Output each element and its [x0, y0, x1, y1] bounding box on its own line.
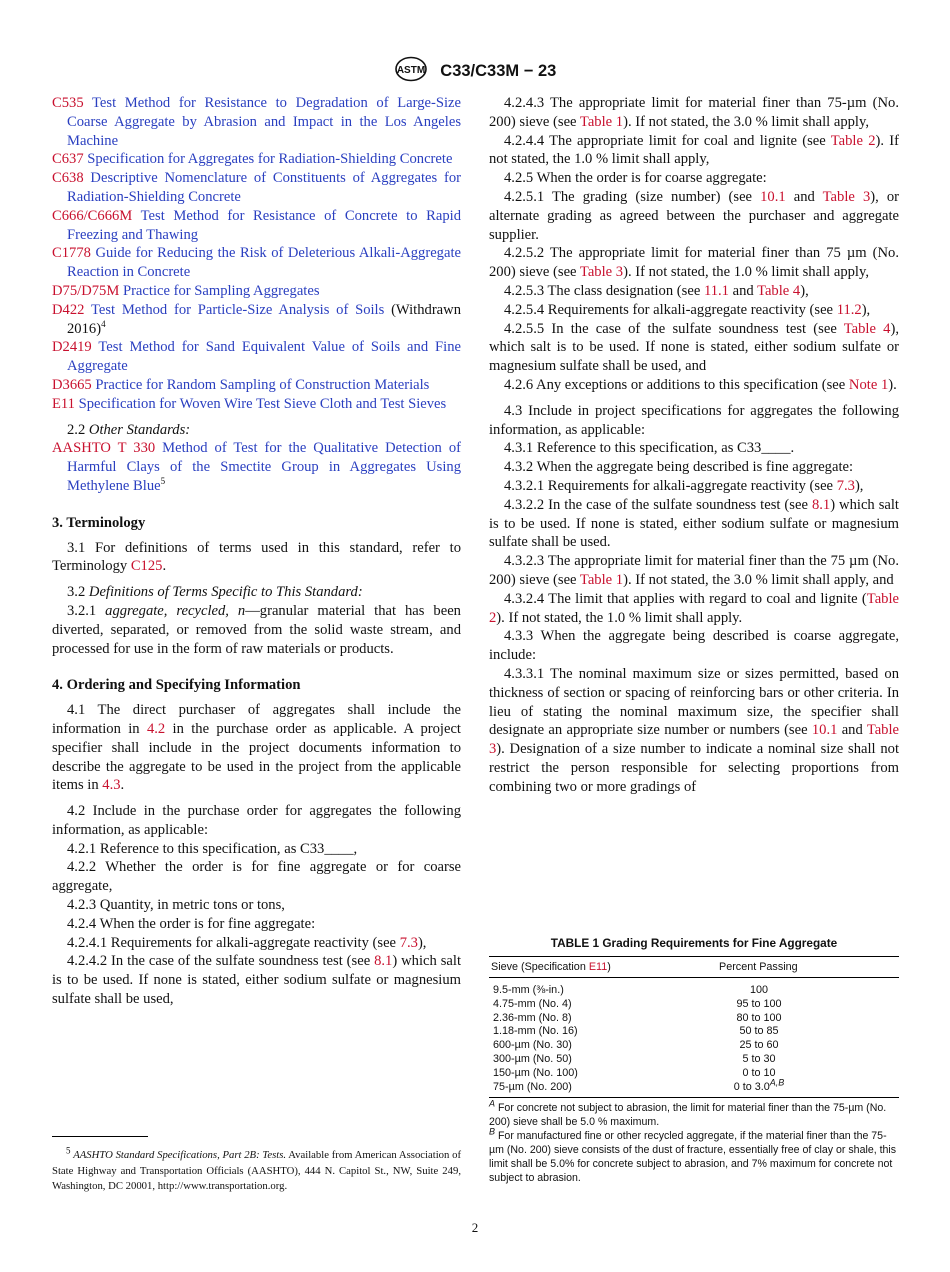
- link-note-1[interactable]: Note 1: [848, 376, 889, 393]
- para-3-1: 3.1 For definitions of terms used in this standard, refer to Terminology C125.: [52, 539, 461, 575]
- link-8-1[interactable]: 8.1: [811, 496, 831, 513]
- percent-cell: [719, 1067, 799, 1081]
- para-4-2-2: 4.2.2 Whether the order is for fine aggregate or for coarse aggregate,: [52, 859, 461, 895]
- para-4-3-2-2: 4.3.2.2 In the case of the sulfate soundness test (see 8.1) which salt is to be used. If none is stated, either sodium sulfate or magnesium sulfate shall be used.: [489, 496, 899, 551]
- table-1-header: [489, 956, 899, 978]
- table-row: [489, 984, 899, 998]
- para-4-2-5-4: 4.2.5.4 Requirements for alkali-aggregate reactivity (see 11.2),: [504, 301, 871, 318]
- para-4-2-4: 4.2.4 When the order is for fine aggregate:: [67, 915, 316, 932]
- para-4-2-3: 4.2.3 Quantity, in metric tons or tons,: [67, 897, 285, 914]
- ref-title-link[interactable]: Practice for Random Sampling of Construction Materials: [95, 376, 430, 393]
- para-4-3-1: 4.3.1 Reference to this specification, as C33____.: [504, 440, 795, 457]
- ref-item: [52, 282, 461, 301]
- section-2-2: 2.2 Other Standards:: [67, 421, 191, 438]
- sieve-cell: 9.5-mm (⅜-in.): [493, 984, 564, 996]
- astm-logo-icon: [394, 56, 428, 87]
- ref-code-link[interactable]: C637: [52, 151, 84, 168]
- ref-title-link[interactable]: Test Method for Particle-Size Analysis of Soils: [90, 301, 385, 318]
- para-4-3-2-4: 4.3.2.4 The limit that applies with regard to coal and lignite (Table 2). If not stated, the 1.0 % limit shall apply.: [489, 590, 899, 626]
- percent-value: 100: [749, 984, 768, 996]
- footnote-marker: 4: [101, 318, 106, 329]
- sieve-cell: 150-µm (No. 100): [493, 1066, 578, 1079]
- para-4-2-1: 4.2.1 Reference to this specification, as C33____,: [67, 840, 358, 857]
- link-e11[interactable]: E11: [588, 961, 608, 973]
- para-4-3-2: 4.3.2 When the aggregate being described is fine aggregate:: [504, 459, 854, 476]
- ref-code-link[interactable]: C666/C666M: [52, 207, 133, 224]
- percent-value: 0 to 3.0: [733, 1080, 770, 1093]
- link-table-2[interactable]: Table 2: [830, 132, 876, 149]
- ref-item: [52, 244, 461, 282]
- para-4-2-5: 4.2.5 When the order is for coarse aggregate:: [504, 170, 767, 187]
- sieve-cell: 300-µm (No. 50): [493, 1052, 572, 1065]
- ref-item: [52, 395, 461, 414]
- para-4-3-3-1: 4.3.3.1 The nominal maximum size or sizes permitted, based on thickness of section or spacing of reinforcing bars or other criteria. In lieu of stating the nominal maximum size, the specifier shall designate an appropriate size number or numbers (see 10.1 and Table 3). Designation of a size number to indicate a nominal size shall not restrict the person responsible for selecting proportions from combining two or more gradings of: [489, 665, 900, 795]
- header-sieve: Sieve (Specification E11): [491, 961, 611, 973]
- table-row: [489, 1076, 899, 1095]
- para-4-3-3: 4.3.3 When the aggregate being described is coarse aggregate, include:: [489, 628, 899, 664]
- link-4-3[interactable]: 4.3: [102, 777, 121, 794]
- ref-title-link[interactable]: Test Method for Resistance of Concrete to Rapid Freezing and Thawing: [67, 207, 462, 243]
- percent-value: 0 to 10: [742, 1066, 776, 1079]
- link-11-2[interactable]: 11.2: [836, 301, 862, 318]
- para-4-3-2-1: 4.3.2.1 Requirements for alkali-aggregate reactivity (see 7.3),: [504, 477, 864, 494]
- ref-item: [52, 338, 461, 376]
- page-header: [0, 56, 950, 87]
- para-3-2-1: 3.2.1 aggregate, recycled, n—granular material that has been diverted, separated, or removed from the solid waste stream, and processed for use in the form of raw materials or products.: [52, 602, 461, 657]
- link-7-3[interactable]: 7.3: [836, 477, 855, 494]
- left-column: [52, 94, 461, 1009]
- ref-item: [52, 169, 461, 207]
- para-4-2-4-3: 4.2.4.3 The appropriate limit for material finer than 75-µm (No. 200) sieve (see Table 1). If not stated, the 3.0 % limit shall apply,: [489, 95, 899, 130]
- link-7-3[interactable]: 7.3: [399, 934, 418, 951]
- ref-code-link[interactable]: C535: [52, 95, 84, 111]
- para-3-2: 3.2 Definitions of Terms Specific to This Standard:: [67, 584, 363, 601]
- percent-cell: [719, 1076, 799, 1095]
- table-note-a: $^A$ For concrete not subject to abrasion, the limit for material finer than the 75-µm (No. 200) sieve shall be 5.0 % maximum.: [489, 1098, 887, 1129]
- percent-cell: [719, 1012, 799, 1026]
- percent-value: 50 to 85: [739, 1025, 779, 1038]
- ref-title-link[interactable]: Specification for Aggregates for Radiation-Shielding Concrete: [87, 151, 453, 168]
- ref-aashto: AASHTO T 330 Method of Test for the Qualitative Detection of Harmful Clays of the Smectite Group in Aggregates Using Methylene Blue$^5$: [52, 440, 461, 494]
- para-4-2-4-4: 4.2.4.4 The appropriate limit for coal and lignite (see Table 2). If not stated, the 1.0 % limit shall apply,: [489, 132, 899, 168]
- percent-value: 25 to 60: [739, 1039, 779, 1052]
- sieve-cell: 75-µm (No. 200): [493, 1080, 572, 1093]
- link-table-3[interactable]: Table 3: [489, 722, 900, 758]
- percent-cell: [719, 984, 799, 998]
- sieve-cell: 2.36-mm (No. 8): [493, 1011, 572, 1024]
- standard-designation: C33/C33M − 23: [440, 62, 557, 80]
- link-table-1[interactable]: Table 1: [579, 571, 624, 588]
- table-row: [489, 998, 899, 1012]
- para-4-3: 4.3 Include in project specifications for aggregates the following information, as applicable:: [489, 402, 899, 438]
- ref-code-link[interactable]: D2419: [52, 339, 92, 356]
- header-percent-passing: Percent Passing: [719, 961, 798, 973]
- ref-title-link[interactable]: Test Method for Sand Equivalent Value of Soils and Fine Aggregate: [67, 339, 461, 375]
- ref-title-link[interactable]: Method of Test for the Qualitative Detection of Harmful Clays of the Smectite Group in Aggregates Using Methylene Blue: [67, 440, 461, 494]
- ref-code-link[interactable]: C638: [52, 170, 84, 187]
- section-3-heading: 3. Terminology: [52, 514, 146, 531]
- percent-cell: [719, 1053, 799, 1067]
- link-table-1[interactable]: Table 1: [579, 113, 624, 130]
- percent-cell: [719, 998, 799, 1012]
- ref-code-link[interactable]: C1778: [52, 245, 91, 262]
- svg-text:ASTM: ASTM: [396, 65, 425, 76]
- ref-title-link[interactable]: Specification for Woven Wire Test Sieve Cloth and Test Sieves: [78, 395, 447, 412]
- percent-value: 5 to 30: [742, 1052, 776, 1065]
- note-marker: A,B: [769, 1076, 785, 1087]
- ref-item: [52, 376, 461, 395]
- table-row: [489, 1067, 899, 1081]
- ref-item: [52, 301, 461, 339]
- para-4-2-6: 4.2.6 Any exceptions or additions to this specification (see Note 1).: [504, 376, 897, 393]
- link-table-3[interactable]: Table 3: [579, 264, 624, 281]
- footnote-5: $^5$ AASHTO Standard Specifications, Part 2B: Tests. Available from American Association of State Highway and Transportation Officials (AASHTO), 444 N. Capitol St., NW, Suite 249, Washington, DC 20001, http://www.transportation.org.: [52, 1145, 462, 1192]
- link-11-1[interactable]: 11.1: [703, 282, 729, 299]
- table-note-b: $^B$ For manufactured fine or other recycled aggregate, if the material finer than the 75-µm (No. 200) sieve consists of the dust of fracture, essentially free of clay or shale, this limit shall be 5.0% for concrete subject to abrasion, and 7% maximum for concrete not subject to abrasion.: [489, 1126, 897, 1185]
- table-row: [489, 1039, 899, 1053]
- para-4-2-4-2: 4.2.4.2 In the case of the sulfate soundness test (see 8.1) which salt is to be used. If none is stated, either sodium sulfate or magnesium sulfate shall be used,: [52, 953, 461, 1008]
- page-number: 2: [471, 1220, 479, 1235]
- ref-item: [52, 150, 461, 169]
- link-10-1[interactable]: 10.1: [811, 722, 838, 739]
- ref-title-link[interactable]: Guide for Reducing the Risk of Deleterious Alkali-Aggregate Reaction in Concrete: [67, 245, 461, 281]
- ref-title-link[interactable]: Test Method for Resistance to Degradation of Large-Size Coarse Aggregate by Abrasion and Impact in the Los Angeles Machine: [67, 95, 461, 149]
- sieve-cell: 600-µm (No. 30): [493, 1039, 572, 1052]
- ref-item: [52, 94, 461, 150]
- ref-item: [52, 207, 461, 245]
- ref-status: (Withdrawn 2016): [67, 301, 461, 337]
- para-4-3-2-3: 4.3.2.3 The appropriate limit for material finer than the 75 µm (No. 200) sieve (see Table 1). If not stated, the 3.0 % limit shall apply, and: [489, 553, 899, 588]
- link-4-2[interactable]: 4.2: [146, 720, 166, 737]
- link-table-4[interactable]: Table 4: [757, 282, 801, 299]
- sieve-cell: 4.75-mm (No. 4): [493, 997, 572, 1010]
- link-8-1[interactable]: 8.1: [374, 953, 393, 970]
- ref-code-link[interactable]: D3665: [52, 376, 92, 393]
- link-table-3[interactable]: Table 3: [822, 188, 871, 205]
- link-table-2[interactable]: Table 2: [489, 590, 899, 626]
- right-column: [489, 94, 899, 796]
- referenced-documents-list: [52, 94, 461, 414]
- para-4-2-5-2: 4.2.5.2 The appropriate limit for material finer than 75 µm (No. 200) sieve (see Table 3). If not stated, the 1.0 % limit shall apply,: [489, 245, 899, 281]
- table-1-title: TABLE 1 Grading Requirements for Fine Aggregate: [550, 936, 838, 950]
- table-1: [489, 936, 899, 1185]
- ref-title-link[interactable]: Practice for Sampling Aggregates: [122, 282, 320, 299]
- link-c125[interactable]: C125: [130, 558, 163, 575]
- table-row: [489, 1053, 899, 1067]
- table-1-notes: [489, 1098, 899, 1185]
- link-10-1[interactable]: 10.1: [760, 188, 786, 205]
- footnote-divider: [52, 1136, 148, 1137]
- section-4-heading: 4. Ordering and Specifying Information: [52, 677, 301, 694]
- para-4-1: 4.1 The direct purchaser of aggregates shall include the information in 4.2 in the purchase order as applicable. A project specifier shall include in the project documents information to describe the aggregate to be used in the project from the applicable items in 4.3.: [52, 702, 461, 794]
- ref-code-link[interactable]: D75/D75M: [52, 282, 120, 299]
- ref-code-link[interactable]: D422: [52, 301, 85, 318]
- percent-value: 95 to 100: [736, 997, 782, 1010]
- percent-cell: [719, 1025, 799, 1039]
- para-4-2-5-3: 4.2.5.3 The class designation (see 11.1 and Table 4),: [504, 282, 809, 299]
- para-4-2: 4.2 Include in the purchase order for aggregates the following information, as applicable:: [52, 803, 461, 838]
- ref-title-link[interactable]: Descriptive Nomenclature of Constituents of Aggregates for Radiation-Shielding Concrete: [67, 170, 462, 205]
- table-row: [489, 1025, 899, 1039]
- table-1-body: [489, 978, 899, 1098]
- percent-cell: [719, 1039, 799, 1053]
- link-table-4[interactable]: Table 4: [843, 320, 891, 337]
- para-4-2-5-1: 4.2.5.1 The grading (size number) (see 10.1 and Table 3), or alternate grading as agreed between the purchaser and aggregate supplier.: [489, 188, 899, 243]
- ref-code-link[interactable]: E11: [52, 395, 75, 412]
- ref-code-link[interactable]: AASHTO T 330: [52, 440, 156, 457]
- percent-value: 80 to 100: [736, 1011, 782, 1024]
- para-4-2-5-5: 4.2.5.5 In the case of the sulfate soundness test (see Table 4), which salt is to be used. If none is stated, either sodium sulfate or magnesium sulfate shall be used, and: [489, 320, 899, 375]
- table-row: [489, 1012, 899, 1026]
- sieve-cell: 1.18-mm (No. 16): [493, 1025, 578, 1038]
- para-4-2-4-1: 4.2.4.1 Requirements for alkali-aggregate reactivity (see 7.3),: [67, 934, 427, 951]
